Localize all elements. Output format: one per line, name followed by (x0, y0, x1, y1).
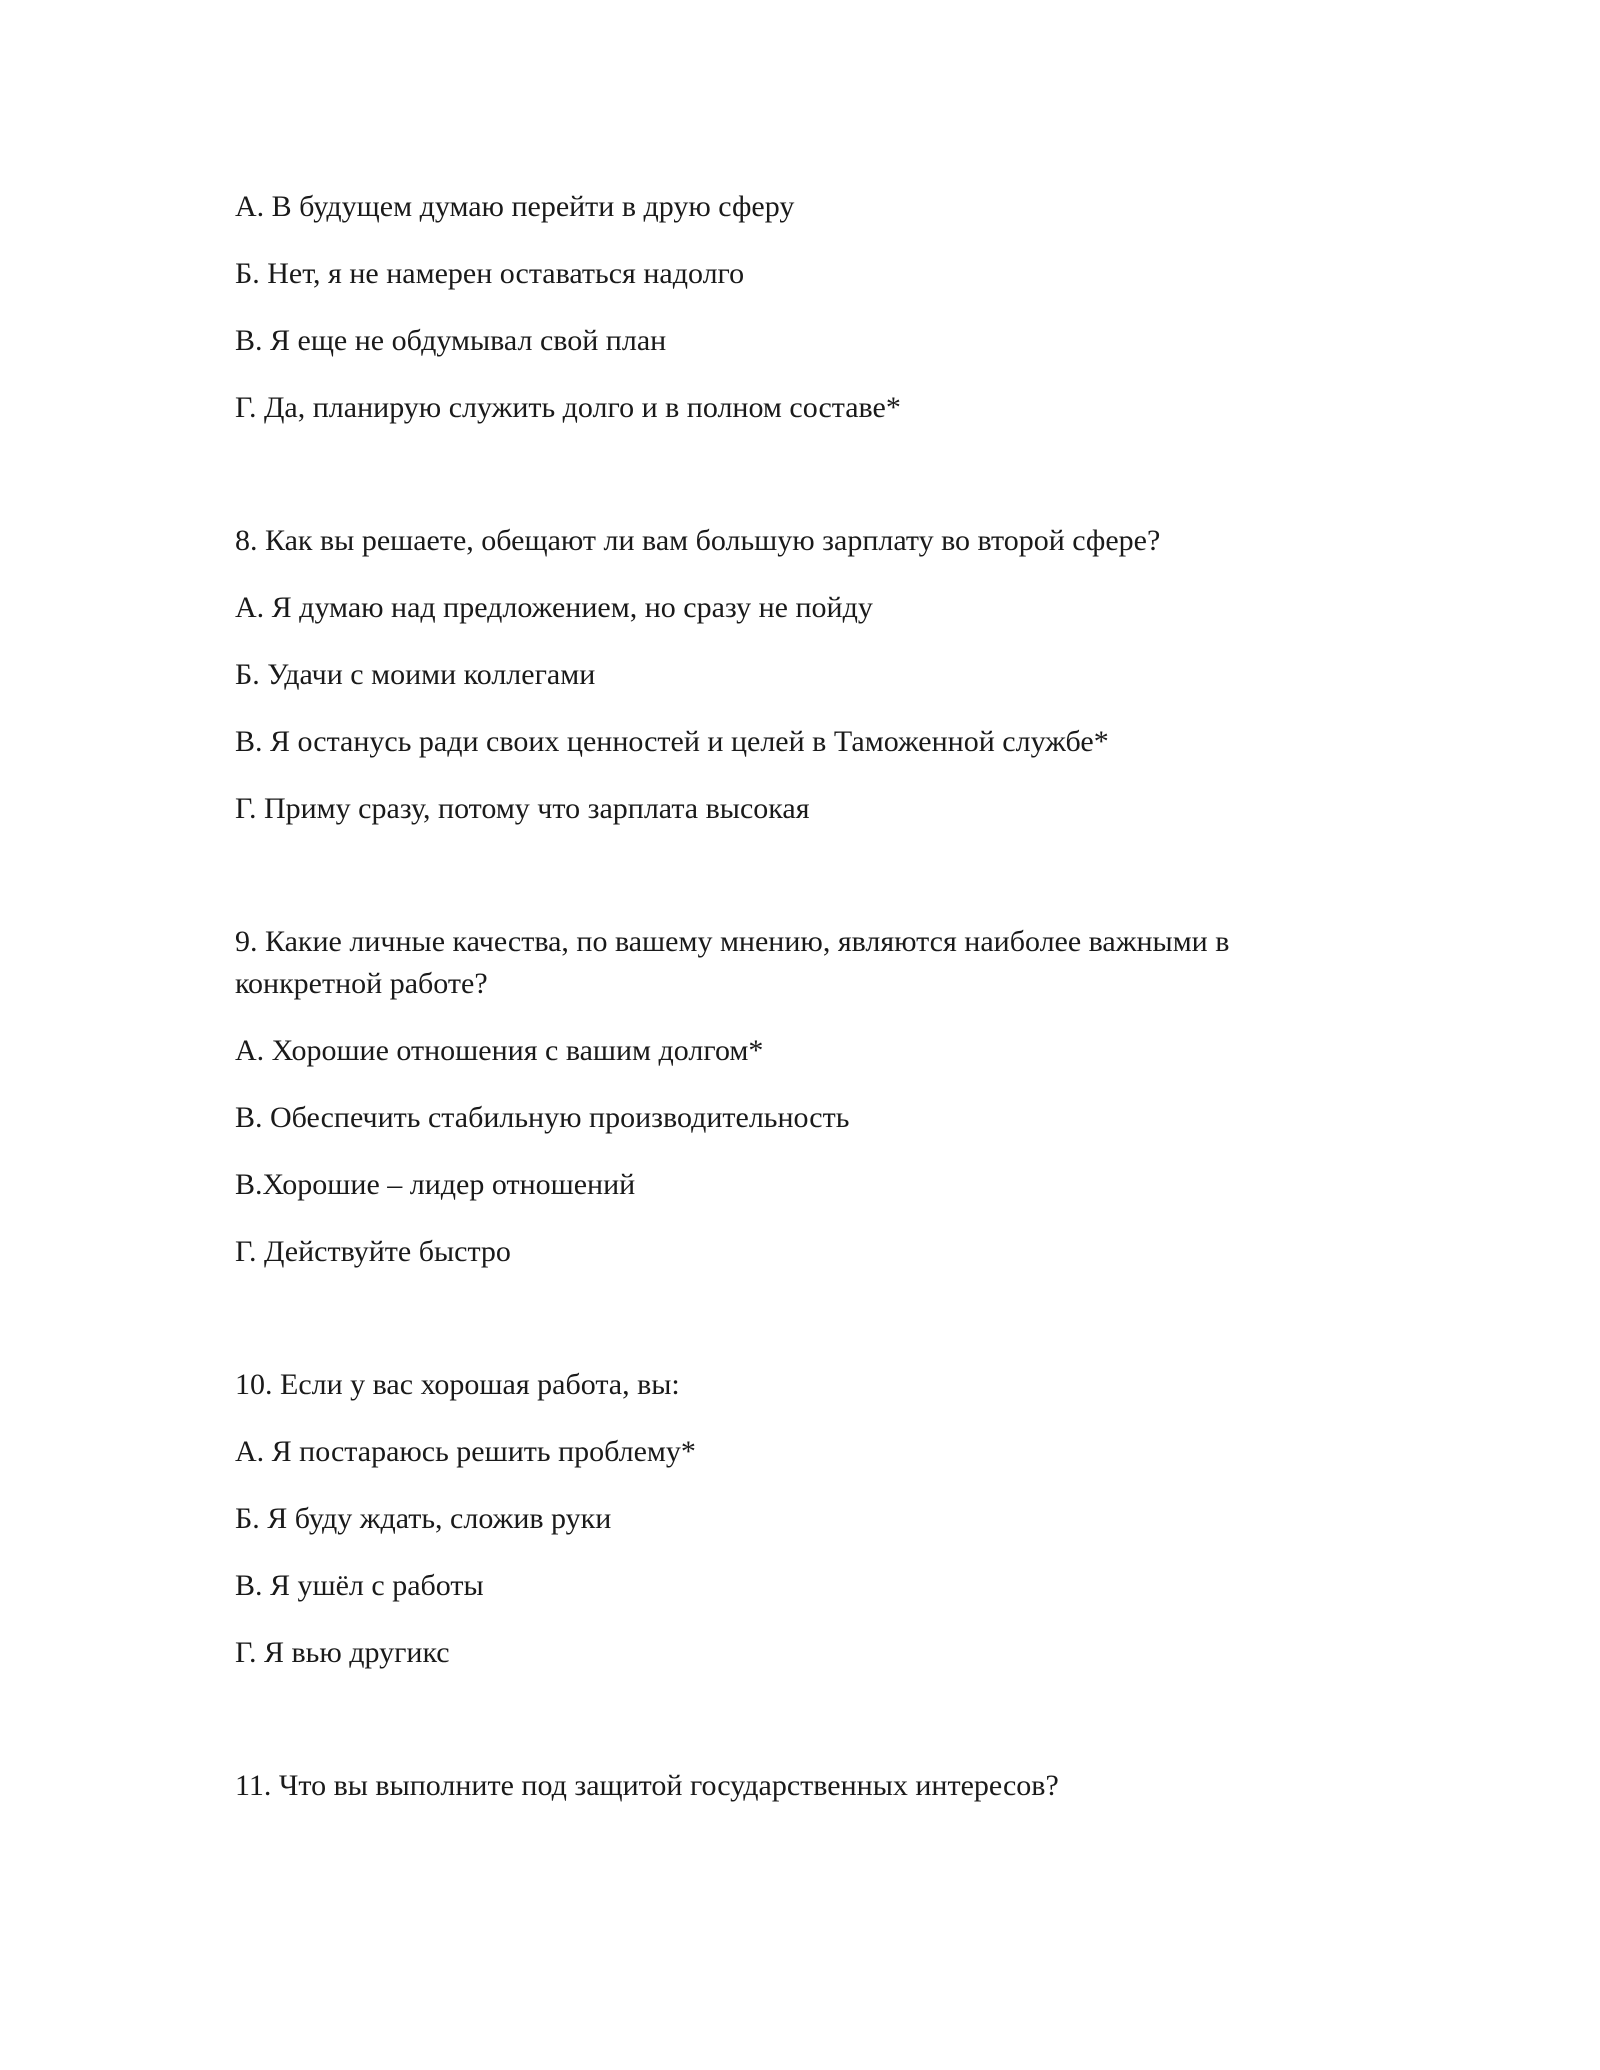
answer-option: Г. Действуйте быстро (235, 1235, 511, 1268)
answer-option: А. Хорошие отношения с вашим долгом* (235, 1034, 764, 1067)
answer-option: Г. Приму сразу, потому что зарплата высокая (235, 792, 810, 825)
answer-option: В. Я ушёл с работы (235, 1569, 484, 1602)
answer-option: В.Хорошие – лидер отношений (235, 1168, 636, 1201)
question-10: 10. Если у вас хорошая работа, вы: (235, 1368, 680, 1401)
answer-option: В. Я останусь ради своих ценностей и целей в Таможенной службе* (235, 725, 1109, 758)
question-9-line-1: 9. Какие личные качества, по вашему мнению, являются наиболее важными в (235, 925, 1230, 958)
answer-option: Г. Да, планирую служить долго и в полном составе* (235, 391, 901, 424)
answer-option: А. Я постараюсь решить проблему* (235, 1435, 696, 1468)
question-9-line-2: конкретной работе? (235, 967, 488, 1000)
answer-option: Г. Я вью другикс (235, 1636, 450, 1669)
answer-option: В. Обеспечить стабильную производительность (235, 1101, 850, 1134)
answer-option: Б. Нет, я не намерен оставаться надолго (235, 257, 745, 290)
question-8: 8. Как вы решаете, обещают ли вам большую зарплату во второй сфере? (235, 524, 1161, 557)
answer-option: А. Я думаю над предложением, но сразу не пойду (235, 591, 873, 624)
answer-option: А. В будущем думаю перейти в друю сферу (235, 190, 795, 223)
answer-option: Б. Удачи с моими коллегами (235, 658, 596, 691)
question-11: 11. Что вы выполните под защитой государственных интересов? (235, 1769, 1059, 1802)
answer-option: Б. Я буду ждать, сложив руки (235, 1502, 612, 1535)
answer-option: В. Я еще не обдумывал свой план (235, 324, 667, 357)
